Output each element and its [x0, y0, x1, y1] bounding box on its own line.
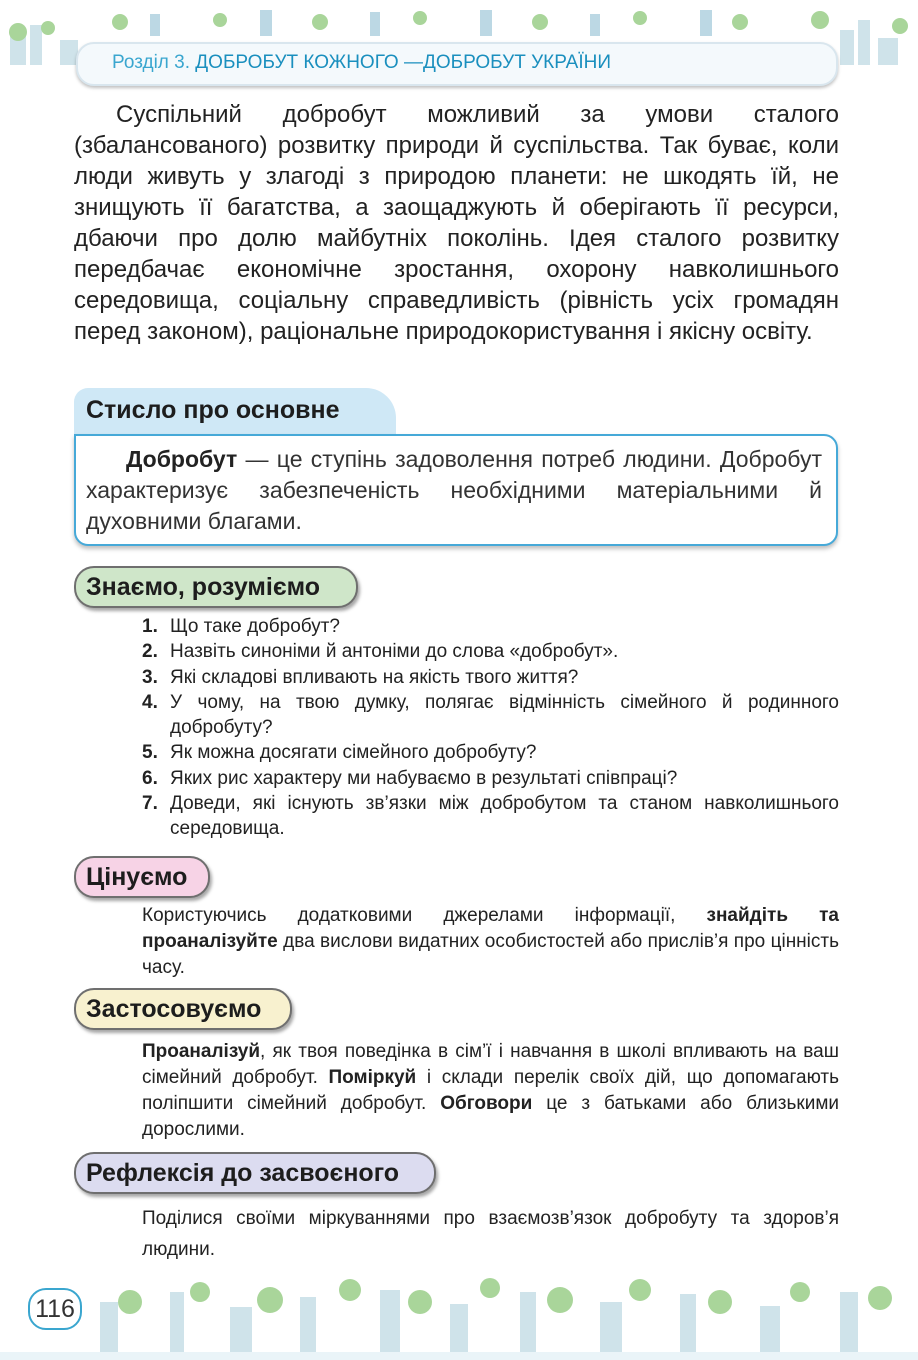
section-title: ДОБРОБУТ КОЖНОГО —ДОБРОБУТ УКРАЇНИ: [195, 52, 611, 73]
apply-section-heading: [74, 988, 292, 1030]
section-label: Розділ 3.: [112, 52, 191, 73]
question-item: 2. Назвіть синоніми й антоніми до слова «добробут».: [142, 641, 619, 663]
intro-paragraph: Суспільний добробут можливий за умови сталого (збалансованого) розвитку природи й суспільства. Так буває, коли люди живуть у злагоді з природою планети: не шкодять їй, не знищують її багатства, а заощаджують й оберігають її ресурси, дбаючи про долю майбутніх поколінь. Ідея сталого розвитку передбачає економічне зростання, охорону навколишнього середовища, соціальну справедливість (рівність усіх громадян перед законом), раціональне природокористування і якісну освіту.: [74, 101, 839, 345]
reflection-section-heading: [74, 1152, 436, 1194]
chapter-header: [112, 52, 611, 74]
question-item: 4. У чому, на твою думку, полягає відмінність сімейного й родинного добробуту?: [142, 691, 839, 739]
question-item: 3. Які складові впливають на якість твого життя?: [142, 666, 579, 688]
value-section-heading: [74, 856, 210, 898]
summary-tab: [74, 388, 396, 434]
definition-text: Добробут — це ступінь задоволення потреб людини. Добробут характеризує забезпеченість необхідними матеріальними й духовними благами.: [86, 446, 822, 534]
bottom-city-decoration: [0, 1262, 918, 1360]
apply-section-title: Застосовуємо: [86, 995, 262, 1023]
reflection-task-text: Поділися своїми міркуваннями про взаємозв’язок добробуту та здоров’я людини.: [142, 1208, 839, 1260]
reflection-section-title: Рефлексія до засвоєного: [86, 1159, 400, 1187]
value-task-text: Користуючись додатковими джерелами інформації, знайдіть та проаналізуйте два вислови видатних особистостей або прислів’я про цінність часу.: [142, 905, 839, 978]
summary-title: Стисло про основне: [86, 396, 340, 424]
definition-term: Добробут: [126, 446, 238, 472]
question-item: 6. Яких рис характеру ми набуваємо в результаті співпраці?: [142, 767, 678, 789]
page-number: 116: [28, 1288, 82, 1330]
apply-task-text: Проаналізуй, як твоя поведінка в сім’ї і навчання в школі впливають на ваш сімейний добробут. Поміркуй і склади перелік своїх дій, що допомагають поліпшити сімейний добробут. Обговори це з батьками або близькими дорослими.: [142, 1041, 840, 1140]
question-item: 5. Як можна досягати сімейного добробуту?: [142, 742, 537, 764]
value-section-title: Цінуємо: [86, 863, 188, 891]
questions-list: [142, 614, 839, 842]
question-item: 7. Доведи, які існують зв’язки між добробутом та станом навколишнього середовища.: [142, 793, 839, 840]
question-item: 1. Що таке добробут?: [142, 616, 340, 637]
know-section-title: Знаємо, розуміємо: [86, 573, 321, 601]
know-section-heading: [74, 566, 358, 608]
